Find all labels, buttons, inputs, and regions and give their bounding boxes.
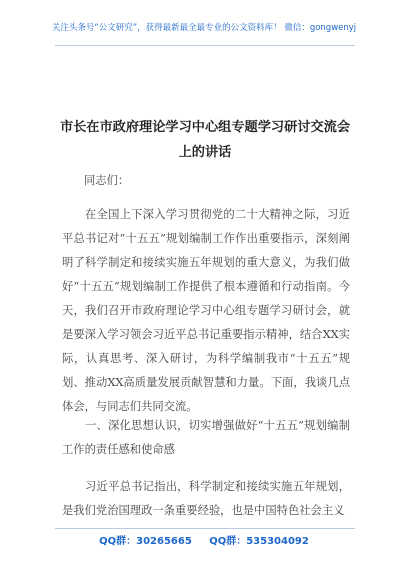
footer-qq-groups: QQ群：30265665 QQ群：535304092 — [99, 536, 309, 547]
body-paragraph: 在全国上下深入学习贯彻党的二十大精神之际，习近平总书记对“十五五”规划编制工作作出重要指示，深刻阐明了科学制定和接续实施五年规划的重大意义，为我们做好“十五五”规划编制工作提供了根本遵循和行动指南。今天，我们召开市政府理论学习中心组专题学习研讨会，就是要深入学习领会习近平总书记重要指示精神，结合XX实际，认真思考、深入研讨，为科学编制我市“十五五”规划、推动XX高质量发展贡献智慧和力量。下面，我谈几点体会，与同志们共同交流。 — [62, 208, 350, 413]
body-paragraph: 习近平总书记指出，科学制定和接续实施五年规划，是我们党治国理政一条重要经验，也是中国特色社会主义 — [62, 480, 350, 517]
document-title: 市长在市政府理论学习中心组专题学习研讨交流会上的讲话 — [59, 120, 351, 160]
header-promo-note: 关注头条号“公文研究”，获得最新最全最专业的公文资料库！ 微信：gongwenyj — [51, 23, 357, 33]
header-divider — [55, 45, 355, 46]
salutation: 同志们： — [84, 174, 130, 187]
footer-divider — [55, 528, 355, 529]
section-heading: 一、深化思想认识，切实增强做好“十五五”规划编制工作的责任感和使命感 — [62, 419, 350, 456]
